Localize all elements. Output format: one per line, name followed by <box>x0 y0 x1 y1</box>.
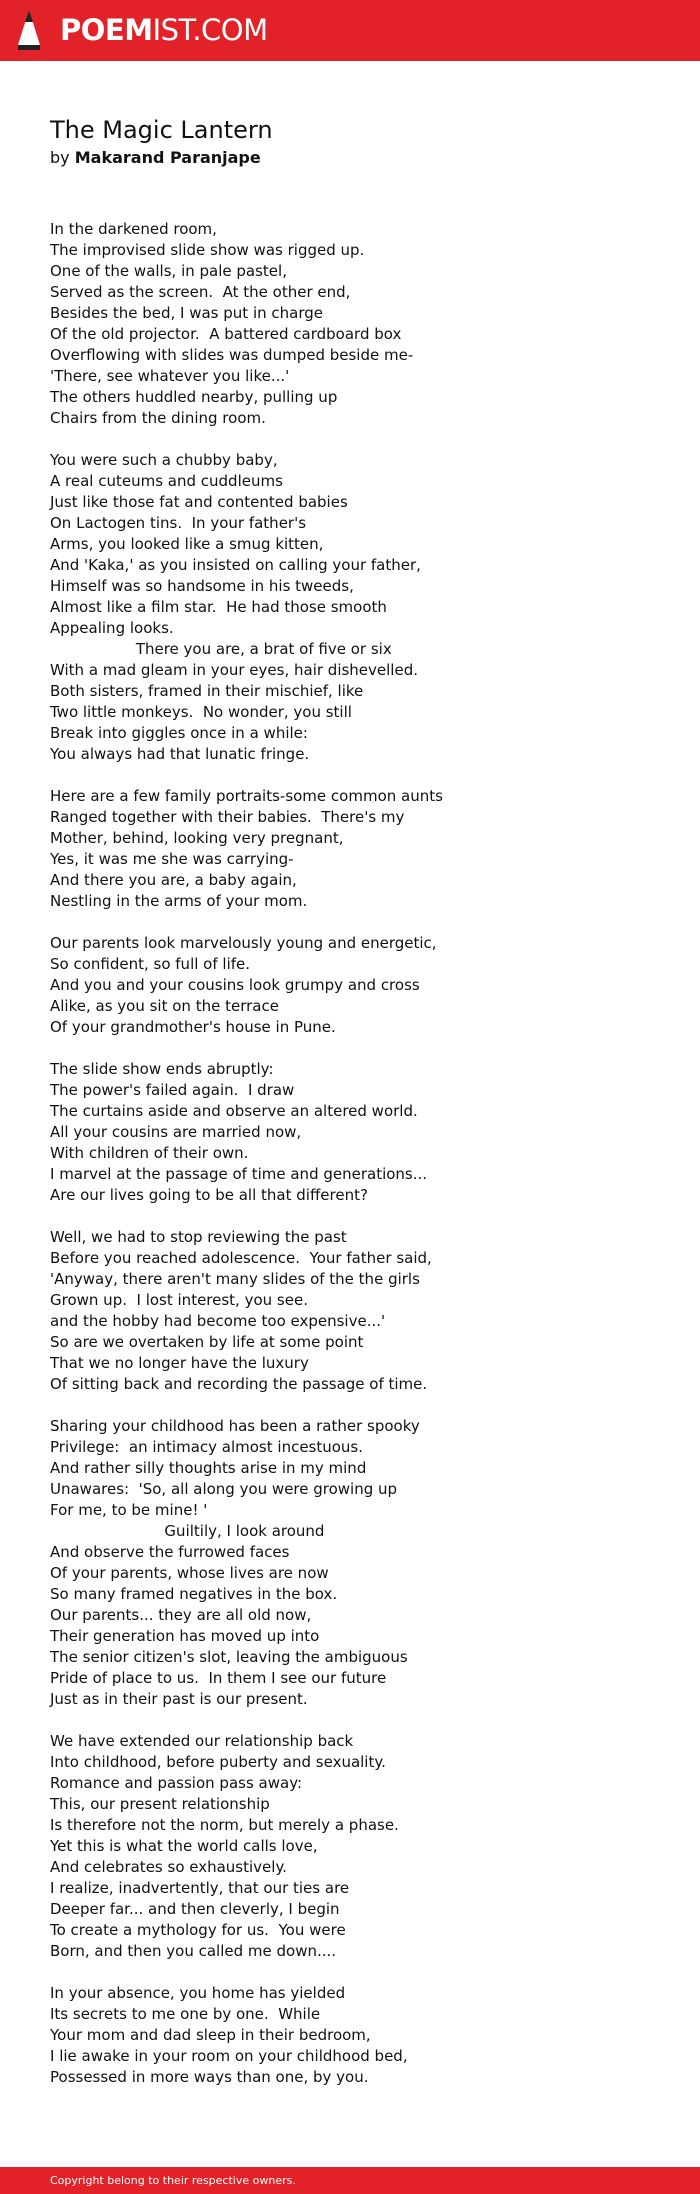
poem-line: Their generation has moved up into <box>50 1627 320 1645</box>
poem-line: Nestling in the arms of your mom. <box>50 892 308 910</box>
site-logo[interactable] <box>60 12 268 48</box>
poem-line: The senior citizen's slot, leaving the ambiguous <box>50 1648 408 1666</box>
poem-line: Mother, behind, looking very pregnant, <box>50 829 344 847</box>
poem-line: Chairs from the dining room. <box>50 409 266 427</box>
byline <box>50 147 261 169</box>
poem-line: In your absence, you home has yielded <box>50 1984 346 2002</box>
poem-line: The slide show ends abruptly: <box>50 1060 274 1078</box>
poem-line: Grown up. I lost interest, you see. <box>50 1291 308 1309</box>
poem-line: and the hobby had become too expensive...' <box>50 1312 386 1330</box>
poem-line: Almost like a film star. He had those smooth <box>50 598 387 616</box>
poem-line: And 'Kaka,' as you insisted on calling your father, <box>50 556 421 574</box>
poem-line: Sharing your childhood has been a rather spooky <box>50 1417 420 1435</box>
author-name: Makarand Paranjape <box>74 148 261 167</box>
poem-line: Is therefore not the norm, but merely a phase. <box>50 1816 399 1834</box>
poem-line: 'There, see whatever you like...' <box>50 367 290 385</box>
poem-line: To create a mythology for us. You were <box>50 1921 346 1939</box>
poem-line: 'Anyway, there aren't many slides of the the girls <box>50 1270 420 1288</box>
stanza-break <box>50 1395 650 1416</box>
pencil-icon[interactable] <box>16 9 42 51</box>
poem-line: And rather silly thoughts arise in my mind <box>50 1459 367 1477</box>
poem-line: Ranged together with their babies. There's my <box>50 808 405 826</box>
poem-line: With children of their own. <box>50 1144 249 1162</box>
stanza-break <box>50 1038 650 1059</box>
poem-line: On Lactogen tins. In your father's <box>50 514 307 532</box>
poem-line: There you are, a brat of five or six <box>50 640 392 658</box>
poem-line: Overflowing with slides was dumped beside me- <box>50 346 414 364</box>
poem-line: Yes, it was me she was carrying- <box>50 850 294 868</box>
poem-line: I marvel at the passage of time and generations... <box>50 1165 428 1183</box>
poem-line: Pride of place to us. In them I see our future <box>50 1669 387 1687</box>
poem-line: Romance and passion pass away: <box>50 1774 303 1792</box>
poem-line: The curtains aside and observe an altered world. <box>50 1102 418 1120</box>
poem-line: Yet this is what the world calls love, <box>50 1837 318 1855</box>
logo-bold-text: POEM <box>60 13 153 47</box>
poem-line: I realize, inadvertently, that our ties are <box>50 1879 350 1897</box>
poem-line: The power's failed again. I draw <box>50 1081 295 1099</box>
poem-line: That we no longer have the luxury <box>50 1354 309 1372</box>
stanza-break <box>50 912 650 933</box>
poem-line: So are we overtaken by life at some point <box>50 1333 364 1351</box>
poem-line: Deeper far... and then cleverly, I begin <box>50 1900 340 1918</box>
poem-line: Two little monkeys. No wonder, you still <box>50 703 352 721</box>
poem-line: So many framed negatives in the box. <box>50 1585 338 1603</box>
poem-line: Arms, you looked like a smug kitten, <box>50 535 324 553</box>
poem-line: Break into giggles once in a while: <box>50 724 308 742</box>
poem-line: So confident, so full of life. <box>50 955 251 973</box>
poem-line: Before you reached adolescence. Your father said, <box>50 1249 432 1267</box>
stanza-break <box>50 1710 650 1731</box>
poem-line: Of your parents, whose lives are now <box>50 1564 329 1582</box>
site-header <box>0 0 700 61</box>
poem-line: Of sitting back and recording the passage of time. <box>50 1375 428 1393</box>
poem-line: With a mad gleam in your eyes, hair dishevelled. <box>50 661 418 679</box>
poem-line: Are our lives going to be all that different? <box>50 1186 368 1204</box>
poem-line: Served as the screen. At the other end, <box>50 283 351 301</box>
poem-line: Alike, as you sit on the terrace <box>50 997 279 1015</box>
stanza-break <box>50 765 650 786</box>
poem-line: Privilege: an intimacy almost incestuous. <box>50 1438 364 1456</box>
poem-line: Here are a few family portraits-some common aunts <box>50 787 443 805</box>
poem-line: For me, to be mine! ' <box>50 1501 208 1519</box>
poem-line: Unawares: 'So, all along you were growing up <box>50 1480 398 1498</box>
poem-line: Of your grandmother's house in Pune. <box>50 1018 336 1036</box>
poem-line: You were such a chubby baby, <box>50 451 278 469</box>
poem-line: Well, we had to stop reviewing the past <box>50 1228 347 1246</box>
copyright-notice: Copyright belong to their respective owners. <box>50 2174 296 2187</box>
poem-line: Just as in their past is our present. <box>50 1690 308 1708</box>
poem-line: And observe the furrowed faces <box>50 1543 290 1561</box>
poem-line: Himself was so handsome in his tweeds, <box>50 577 354 595</box>
site-footer <box>0 2167 700 2194</box>
poem-line: Appealing looks. <box>50 619 174 637</box>
stanza-break <box>50 1206 650 1227</box>
poem-line: And you and your cousins look grumpy and cross <box>50 976 420 994</box>
poem-line: Into childhood, before puberty and sexuality. <box>50 1753 386 1771</box>
poem-line: Besides the bed, I was put in charge <box>50 304 323 322</box>
poem-line: Its secrets to me one by one. While <box>50 2005 321 2023</box>
poem-line: Guiltily, I look around <box>50 1522 325 1540</box>
poem-line: One of the walls, in pale pastel, <box>50 262 287 280</box>
poem-line: Just like those fat and contented babies <box>50 493 348 511</box>
logo-light-text: IST.COM <box>152 13 268 47</box>
poem-line: Born, and then you called me down.... <box>50 1942 337 1960</box>
stanza-break <box>50 1962 650 1983</box>
poem-line: I lie awake in your room on your childhood bed, <box>50 2047 408 2065</box>
poem-line: Our parents... they are all old now, <box>50 1606 312 1624</box>
poem-line: Possessed in more ways than one, by you. <box>50 2068 369 2086</box>
poem-line: You always had that lunatic fringe. <box>50 745 310 763</box>
poem-line: Both sisters, framed in their mischief, like <box>50 682 364 700</box>
by-label: by <box>50 148 70 167</box>
poem-title: The Magic Lantern <box>50 116 273 144</box>
poem-line: All your cousins are married now, <box>50 1123 302 1141</box>
poem-body <box>50 219 650 2088</box>
poem-line: The improvised slide show was rigged up. <box>50 241 365 259</box>
stanza-break <box>50 429 650 450</box>
poem-line: And celebrates so exhaustively. <box>50 1858 287 1876</box>
poem-line: In the darkened room, <box>50 220 217 238</box>
poem-line: Of the old projector. A battered cardboard box <box>50 325 402 343</box>
poem-line: We have extended our relationship back <box>50 1732 354 1750</box>
poem-line: Your mom and dad sleep in their bedroom, <box>50 2026 371 2044</box>
poem-line: The others huddled nearby, pulling up <box>50 388 338 406</box>
poem-line: And there you are, a baby again, <box>50 871 297 889</box>
poem-line: A real cuteums and cuddleums <box>50 472 283 490</box>
poem-line: This, our present relationship <box>50 1795 270 1813</box>
poem-line: Our parents look marvelously young and energetic, <box>50 934 437 952</box>
